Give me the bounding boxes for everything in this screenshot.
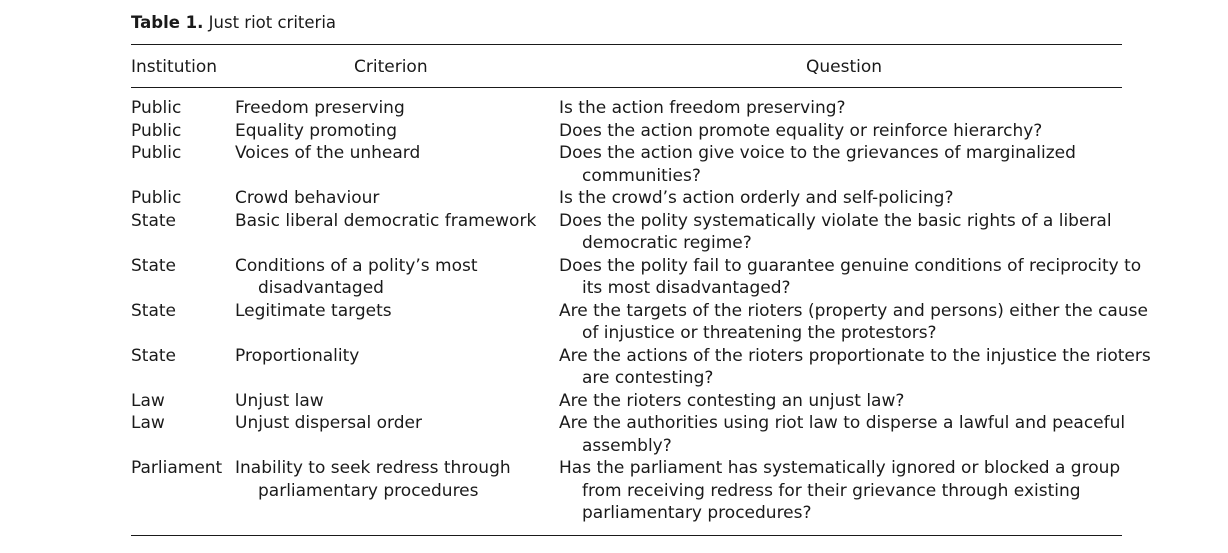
question-line: its most disadvantaged? [582,278,791,298]
table-row [131,187,1126,210]
question-line: Are the targets of the rioters (property and persons) either the cause [559,300,1148,321]
cell-institution: State [131,345,176,366]
column-header-question: Question [806,57,883,77]
criterion-line: Crowd behaviour [235,188,380,208]
cell-question [559,300,1148,345]
question-line: Is the crowd’s action orderly and self-policing? [559,188,954,208]
question-line: Does the action give voice to the grievances of marginalized [559,143,1076,163]
cell-institution: Parliament [131,458,223,478]
criterion-line: Proportionality [235,345,360,366]
cell-criterion [235,255,553,300]
table-row [131,412,1126,457]
cell-institution: Law [131,413,165,433]
criterion-line: Legitimate targets [235,300,392,321]
question-line: Are the rioters contesting an unjust law? [559,390,905,411]
cell-criterion [235,142,553,165]
cell-criterion [235,120,553,143]
table-row [131,255,1142,300]
cell-criterion [235,457,553,502]
question-line: democratic regime? [582,233,752,253]
table-bottom-rule [131,535,1122,536]
question-line: Does the action promote equality or reinforce hierarchy? [559,120,1043,141]
cell-question [559,187,1125,210]
table-row [131,300,1148,345]
cell-question [559,97,1125,120]
table-top-rule [131,44,1122,45]
cell-institution: State [131,300,176,321]
cell-question [559,142,1125,187]
column-header-criterion: Criterion [354,57,428,77]
criterion-line: Unjust dispersal order [235,413,422,433]
question-line: Has the parliament has systematically ignored or blocked a group [559,458,1121,478]
criterion-line: Unjust law [235,390,324,411]
criterion-line: Inability to seek redress through [235,458,511,478]
cell-question [559,210,1125,255]
question-line: Are the authorities using riot law to disperse a lawful and peaceful [559,413,1126,433]
cell-criterion [235,390,553,413]
table-caption-label: Table 1. [131,13,204,32]
table-row [131,97,1126,120]
cell-institution: Law [131,390,165,411]
table-caption-title: Just riot criteria [208,13,337,32]
cell-institution: Public [131,143,182,163]
criterion-line: parliamentary procedures [258,480,479,501]
cell-institution: Public [131,98,182,118]
question-line: from receiving redress for their grievance through existing [582,480,1081,501]
question-line: of injustice or threatening the protestors? [582,323,937,343]
question-line: are contesting? [582,368,714,388]
criterion-line: Voices of the unheard [235,143,421,163]
question-line: Does the polity systematically violate the basic rights of a liberal [559,210,1112,231]
cell-question [559,390,1125,413]
cell-question [559,457,1125,525]
question-line: Are the actions of the rioters proportionate to the injustice the rioters [559,345,1151,366]
cell-institution: Public [131,120,182,141]
cell-institution: State [131,255,176,276]
question-line: communities? [582,165,701,186]
cell-criterion [235,300,553,323]
cell-criterion [235,97,553,120]
cell-institution: State [131,210,176,231]
criterion-line: Conditions of a polity’s most [235,255,478,276]
question-line: Is the action freedom preserving? [559,98,846,118]
cell-institution: Public [131,188,182,208]
cell-criterion [235,412,553,435]
table-row [131,457,1126,525]
table-row [131,120,1126,143]
cell-question [559,412,1125,457]
question-line: parliamentary procedures? [582,503,812,523]
criterion-line: Equality promoting [235,120,398,141]
criterion-line: Freedom preserving [235,98,405,118]
cell-criterion [235,210,553,233]
table-header-rule [131,87,1122,88]
criterion-line: disadvantaged [258,278,384,298]
table-row [131,345,1151,390]
cell-question [559,120,1125,143]
question-line: assembly? [582,435,672,456]
cell-criterion [235,187,553,210]
table-row [131,210,1126,255]
table-caption [131,12,336,34]
column-header-institution: Institution [131,57,218,77]
cell-question [559,255,1142,300]
criterion-line: Basic liberal democratic framework [235,210,537,231]
table-row [131,390,1126,413]
cell-criterion [235,345,553,368]
cell-question [559,345,1151,390]
question-line: Does the polity fail to guarantee genuine conditions of reciprocity to [559,255,1142,276]
table-row [131,142,1126,187]
